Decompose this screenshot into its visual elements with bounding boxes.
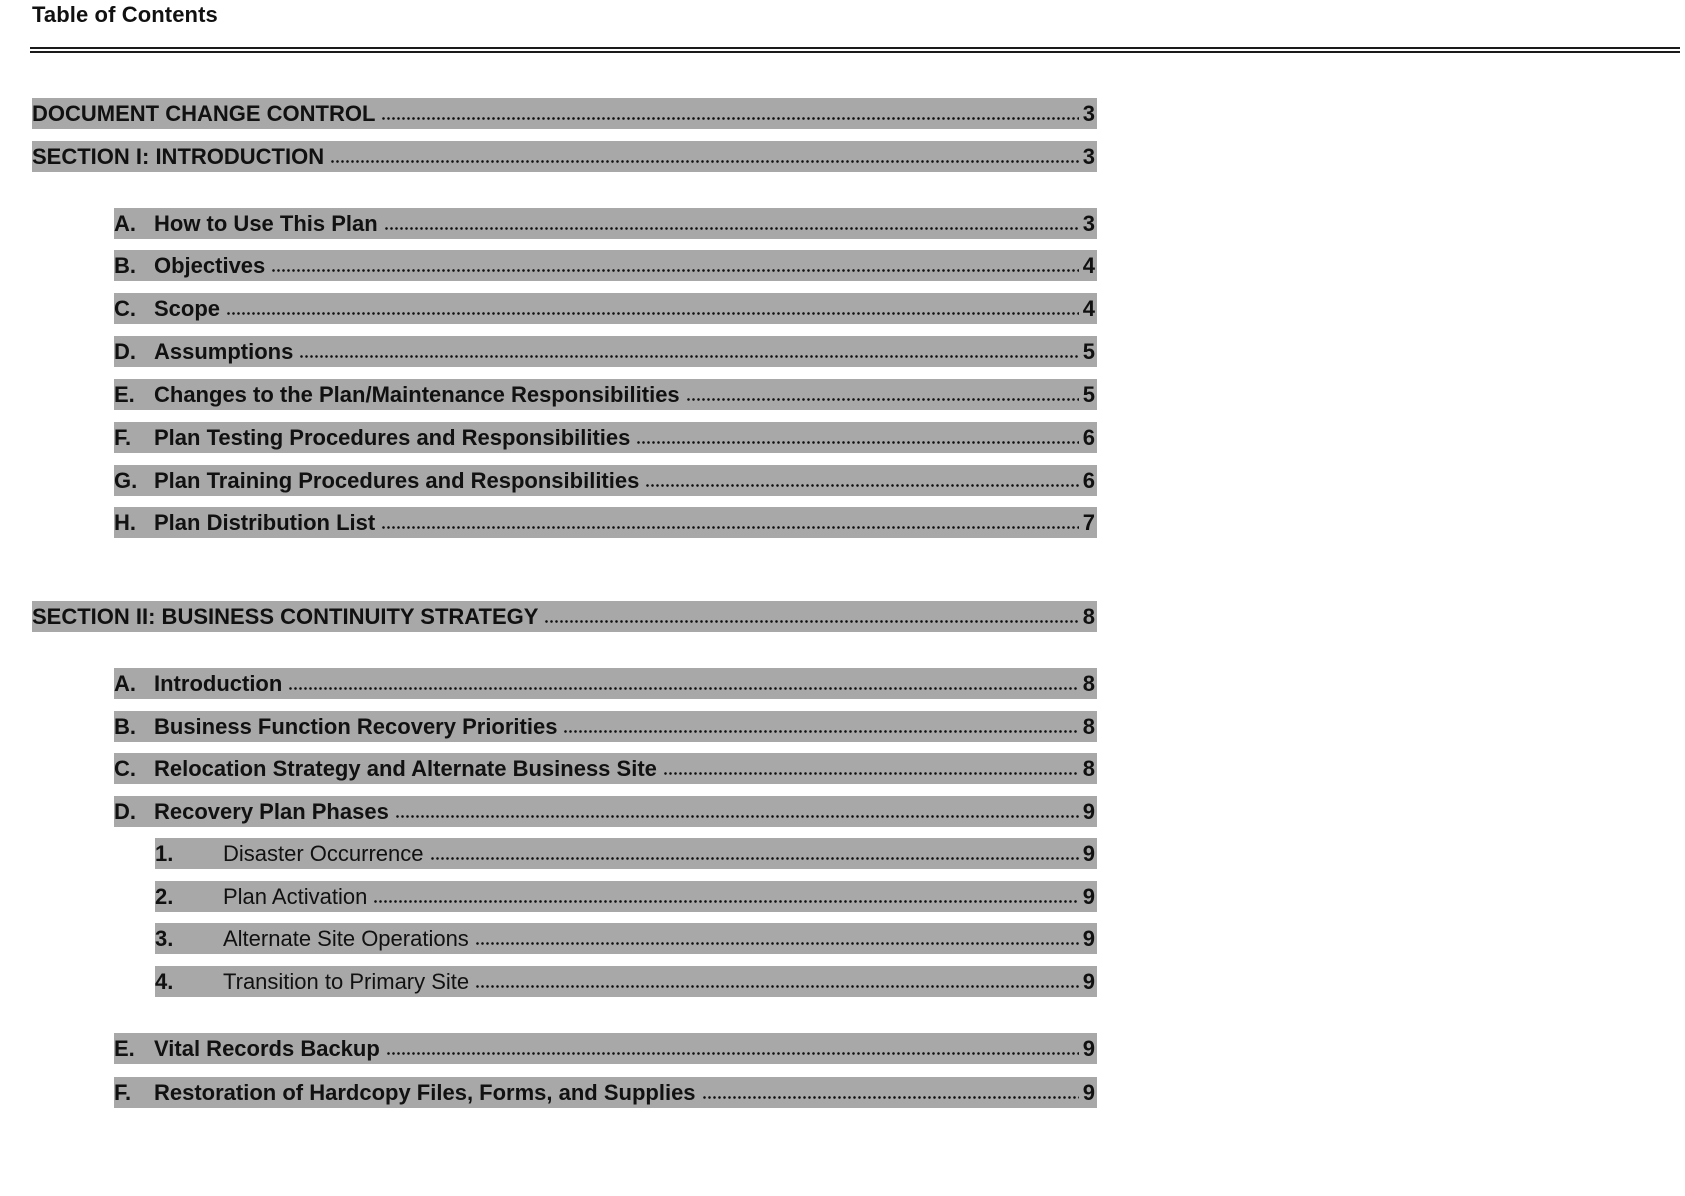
toc-dot-leader (330, 159, 1079, 164)
toc-entry-title: Recovery Plan Phases (154, 799, 389, 824)
toc-entry-number: A. (114, 211, 136, 236)
toc-dot-leader (663, 771, 1079, 776)
toc-dot-leader (475, 984, 1079, 989)
toc-entry[interactable] (114, 753, 1097, 784)
toc-entry-title: Plan Activation (223, 884, 368, 909)
toc-entry[interactable] (114, 293, 1097, 324)
toc-entry-title: Restoration of Hardcopy Files, Forms, and Supplies (154, 1080, 696, 1105)
toc-entry-number: C. (114, 756, 136, 781)
toc-entry[interactable] (155, 966, 1097, 997)
toc-page-number: 4 (1082, 296, 1095, 321)
toc-entry-number: D. (114, 339, 136, 364)
toc-entry[interactable] (32, 601, 1097, 632)
toc-dot-leader (271, 268, 1078, 273)
toc-entry-title: Business Function Recovery Priorities (154, 714, 558, 739)
toc-entry-number: A. (114, 671, 136, 696)
toc-page-number: 8 (1082, 671, 1095, 696)
toc-entry[interactable] (114, 507, 1097, 538)
toc-entry[interactable] (155, 881, 1097, 912)
toc-page-number: 3 (1082, 101, 1095, 126)
toc-entry-number: E. (114, 1036, 135, 1061)
toc-entry-title: Plan Training Procedures and Responsibilities (154, 468, 640, 493)
toc-page-number: 5 (1082, 382, 1095, 407)
toc-entry[interactable] (114, 1077, 1097, 1108)
toc-entry[interactable] (32, 98, 1097, 129)
toc-dot-leader (636, 440, 1078, 445)
toc-dot-leader (702, 1095, 1079, 1100)
toc-page-number: 8 (1082, 714, 1095, 739)
toc-entry-title: Alternate Site Operations (223, 926, 469, 951)
toc-entry[interactable] (32, 141, 1097, 172)
toc-page-number: 9 (1082, 969, 1095, 994)
toc-entry-number: B. (114, 253, 136, 278)
toc-dot-leader (299, 354, 1078, 359)
toc-dot-leader (430, 856, 1079, 861)
toc-page-number: 6 (1082, 425, 1095, 450)
toc-entry-title: Scope (154, 296, 221, 321)
toc-page-number: 3 (1082, 144, 1095, 169)
toc-entry[interactable] (155, 923, 1097, 954)
toc-entry-number: G. (114, 468, 138, 493)
toc-dot-leader (381, 116, 1078, 121)
toc-entry[interactable] (114, 711, 1097, 742)
toc-entry-number: F. (114, 425, 132, 450)
toc-entry-title: Transition to Primary Site (223, 969, 470, 994)
toc-entry-title: Plan Distribution List (154, 510, 376, 535)
toc-entry-number: D. (114, 799, 136, 824)
toc-entry-title: Assumptions (154, 339, 294, 364)
toc-entry[interactable] (114, 1033, 1097, 1064)
toc-dot-leader (381, 525, 1079, 530)
toc-page-number: 8 (1082, 604, 1095, 629)
toc-entry-title: DOCUMENT CHANGE CONTROL (32, 101, 376, 126)
toc-dot-leader (563, 729, 1078, 734)
toc-entry[interactable] (114, 422, 1097, 453)
toc-dot-leader (645, 483, 1078, 488)
toc-page-number: 7 (1082, 510, 1095, 535)
toc-entry[interactable] (114, 379, 1097, 410)
toc-entry[interactable] (114, 668, 1097, 699)
toc-entry-number: 3. (155, 926, 174, 951)
page-title: Table of Contents (32, 2, 218, 27)
toc-entry-number: C. (114, 296, 136, 321)
toc-page-number: 9 (1082, 926, 1095, 951)
toc-dot-leader (475, 941, 1079, 946)
toc-entry-title: Disaster Occurrence (223, 841, 424, 866)
toc-entry-title: SECTION I: INTRODUCTION (32, 144, 325, 169)
toc-entry-number: B. (114, 714, 136, 739)
toc-page-number: 9 (1082, 799, 1095, 824)
toc-dot-leader (226, 311, 1079, 316)
toc-dot-leader (373, 899, 1078, 904)
toc-entry-title: Plan Testing Procedures and Responsibilities (154, 425, 631, 450)
toc-entry-number: 4. (155, 969, 174, 994)
toc-entry-title: How to Use This Plan (154, 211, 378, 236)
toc-page-number: 5 (1082, 339, 1095, 364)
toc-entry[interactable] (114, 250, 1097, 281)
toc-dot-leader (686, 397, 1079, 402)
toc-entry-title: Introduction (154, 671, 283, 696)
toc-dot-leader (384, 226, 1079, 231)
toc-page-number: 8 (1082, 756, 1095, 781)
toc-page-number: 9 (1082, 1036, 1095, 1061)
toc-entry-number: H. (114, 510, 136, 535)
toc-entry-title: Relocation Strategy and Alternate Business Site (154, 756, 657, 781)
toc-entry-number: 1. (155, 841, 174, 866)
toc-dot-leader (288, 686, 1078, 691)
toc-page-number: 9 (1082, 884, 1095, 909)
toc-page-number: 9 (1082, 841, 1095, 866)
toc-page-number: 6 (1082, 468, 1095, 493)
toc-entry-title: Vital Records Backup (154, 1036, 380, 1061)
toc-entry[interactable] (114, 336, 1097, 367)
toc-entry-title: Objectives (154, 253, 266, 278)
toc-entry[interactable] (114, 465, 1097, 496)
toc-dot-leader (386, 1051, 1079, 1056)
toc-page-number: 9 (1082, 1080, 1095, 1105)
toc-entry-title: SECTION II: BUSINESS CONTINUITY STRATEGY (32, 604, 539, 629)
toc-entry[interactable] (155, 838, 1097, 869)
toc-entry-title: Changes to the Plan/Maintenance Responsibilities (154, 382, 680, 407)
toc-dot-leader (544, 619, 1078, 624)
toc-entry[interactable] (114, 208, 1097, 239)
toc-entry-number: E. (114, 382, 135, 407)
toc-page-number: 3 (1082, 211, 1095, 236)
toc-entry[interactable] (114, 796, 1097, 827)
toc-entry-number: F. (114, 1080, 132, 1105)
toc-page-number: 4 (1082, 253, 1095, 278)
toc-entry-number: 2. (155, 884, 174, 909)
toc-dot-leader (395, 814, 1079, 819)
